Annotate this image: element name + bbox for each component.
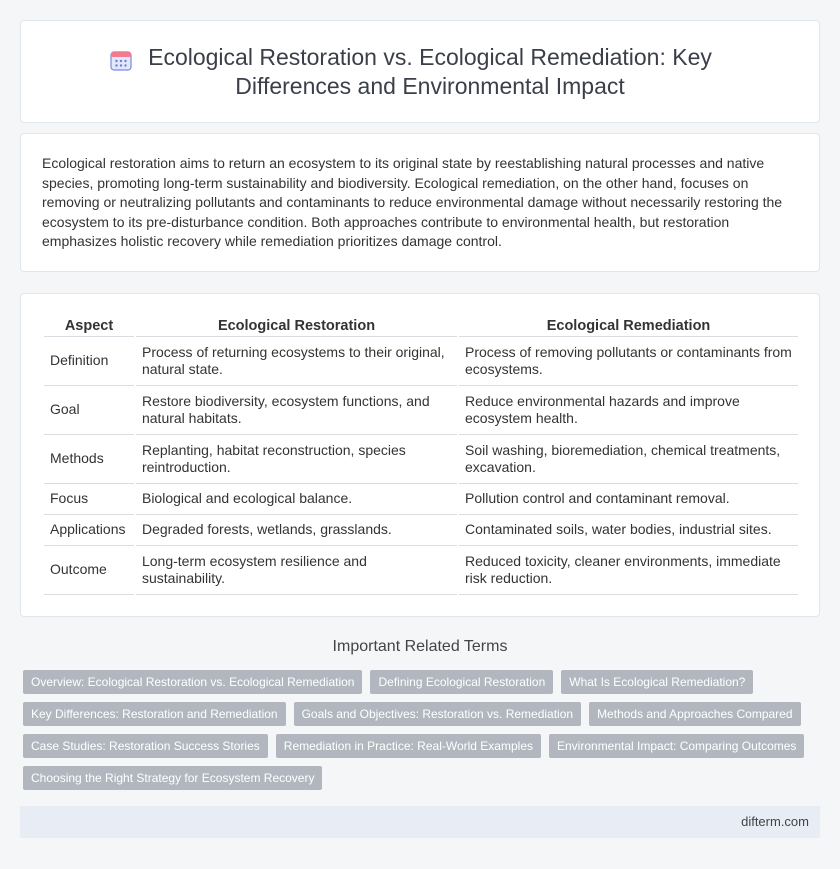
cell-remediation: Reduce environmental hazards and improve ecosystem health. [459, 386, 798, 435]
cell-remediation: Pollution control and contaminant removal. [459, 484, 798, 515]
cell-restoration: Process of returning ecosystems to their original, natural state. [136, 337, 457, 386]
table-row [44, 484, 798, 515]
table-row [44, 435, 798, 484]
related-term-tag[interactable]: Key Differences: Restoration and Remediation [23, 702, 286, 726]
table-row [44, 546, 798, 595]
cell-aspect: Focus [44, 484, 134, 515]
table-header-row [44, 314, 798, 337]
related-term-tag[interactable]: What Is Ecological Remediation? [561, 670, 753, 694]
cell-remediation: Reduced toxicity, cleaner environments, immediate risk reduction. [459, 546, 798, 595]
cell-restoration: Restore biodiversity, ecosystem functions, and natural habitats. [136, 386, 457, 435]
cell-remediation: Soil washing, bioremediation, chemical treatments, excavation. [459, 435, 798, 484]
footer [20, 806, 820, 838]
cell-aspect: Outcome [44, 546, 134, 595]
table-row [44, 515, 798, 546]
cell-remediation: Contaminated soils, water bodies, industrial sites. [459, 515, 798, 546]
related-term-tag[interactable]: Choosing the Right Strategy for Ecosystem Recovery [23, 766, 322, 790]
intro-paragraph: Ecological restoration aims to return an ecosystem to its original state by reestablishing natural processes and native species, promoting long-term sustainability and biodiversity. Ecological remediation, on the other hand, focuses on removing or neutralizing pollutants and contaminants to reduce environmental damage without necessarily restoring the ecosystem to its pre-disturbance condition. Both approaches contribute to environmental health, but restoration emphasizes holistic recovery while remediation prioritizes damage control. [42, 155, 783, 249]
header-restoration: Ecological Restoration [136, 314, 457, 337]
related-term-tag[interactable]: Goals and Objectives: Restoration vs. Remediation [294, 702, 581, 726]
cell-restoration: Biological and ecological balance. [136, 484, 457, 515]
table-row [44, 386, 798, 435]
related-term-tag[interactable]: Methods and Approaches Compared [589, 702, 800, 726]
related-terms-list [23, 670, 813, 798]
related-term-tag[interactable]: Remediation in Practice: Real-World Examples [276, 734, 541, 758]
cell-aspect: Definition [44, 337, 134, 386]
intro-card [20, 133, 820, 272]
table-row [44, 337, 798, 386]
related-term-tag[interactable]: Overview: Ecological Restoration vs. Ecological Remediation [23, 670, 362, 694]
related-term-tag[interactable]: Defining Ecological Restoration [370, 670, 553, 694]
related-term-tag[interactable]: Case Studies: Restoration Success Stories [23, 734, 268, 758]
related-term-tag[interactable]: Environmental Impact: Comparing Outcomes [549, 734, 804, 758]
related-terms-title: Important Related Terms [332, 638, 508, 655]
title-card [20, 20, 820, 123]
cell-aspect: Applications [44, 515, 134, 546]
cell-aspect: Goal [44, 386, 134, 435]
cell-restoration: Degraded forests, wetlands, grasslands. [136, 515, 457, 546]
header-remediation: Ecological Remediation [459, 314, 798, 337]
comparison-table-card [20, 293, 820, 617]
page-title: Ecological Restoration vs. Ecological Remediation: Key Differences and Environmental Impact [148, 43, 712, 99]
cell-aspect: Methods [44, 435, 134, 484]
cell-restoration: Replanting, habitat reconstruction, species reintroduction. [136, 435, 457, 484]
footer-site-link[interactable]: difterm.com [741, 814, 809, 829]
comparison-table [42, 314, 800, 595]
cell-restoration: Long-term ecosystem resilience and sustainability. [136, 546, 457, 595]
cell-remediation: Process of removing pollutants or contaminants from ecosystems. [459, 337, 798, 386]
header-aspect: Aspect [44, 314, 134, 337]
